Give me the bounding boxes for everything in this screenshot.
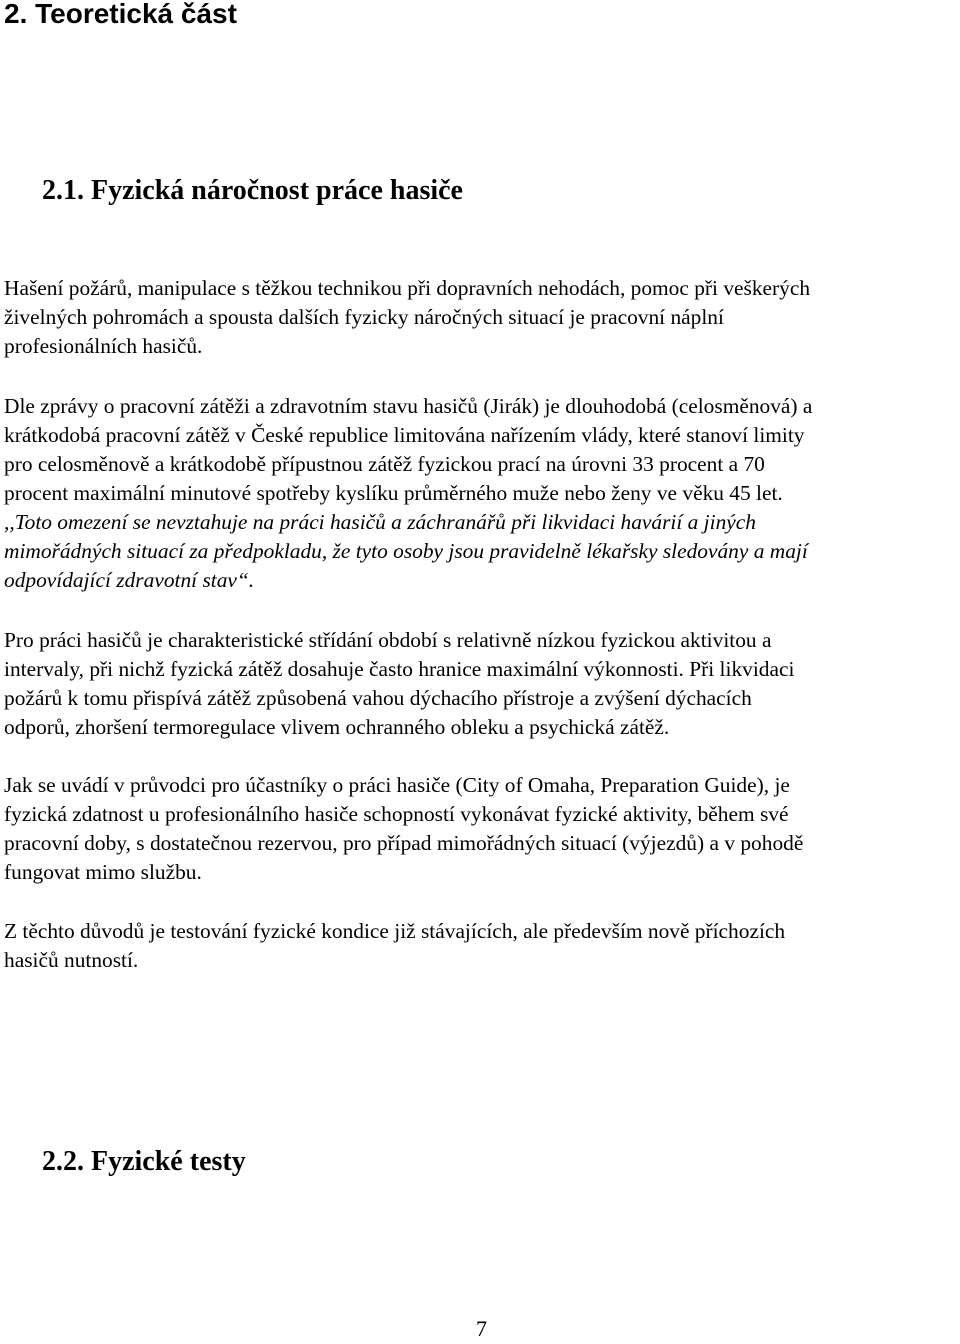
- paragraph-line: živelných pohromách a spousta dalších fyzicky náročných situací je pracovní náplní: [4, 305, 724, 329]
- quote-line: odpovídající zdravotní stav“.: [4, 568, 255, 592]
- paragraph-workload-limits: [4, 392, 960, 595]
- paragraph-fitness-definition: [4, 771, 960, 887]
- paragraph-line: Dle zprávy o pracovní zátěži a zdravotním stavu hasičů (Jirák) je dlouhodobá (celosměnová) a: [4, 394, 813, 418]
- paragraph-line: Z těchto důvodů je testování fyzické kondice již stávajících, ale především nově příchozích: [4, 919, 786, 943]
- paragraph-line: požárů k tomu přispívá zátěž způsobená vahou dýchacího přístroje a zvýšení dýchacích: [4, 686, 752, 710]
- paragraph-line: intervaly, při nichž fyzická zátěž dosahuje často hranice maximální výkonnosti. Při likvidaci: [4, 657, 795, 681]
- paragraph-line: profesionálních hasičů.: [4, 334, 203, 358]
- paragraph-line: pracovní doby, s dostatečnou rezervou, pro případ mimořádných situací (výjezdů) a v pohodě: [4, 831, 804, 855]
- paragraph-line: Hašení požárů, manipulace s těžkou technikou při dopravních nehodách, pomoc při veškerých: [4, 276, 811, 300]
- paragraph-line: krátkodobá pracovní zátěž v České republice limitována nařízením vlády, které stanoví limity: [4, 423, 805, 447]
- paragraph-line: odporů, zhoršení termoregulace vlivem ochranného obleku a psychická zátěž.: [4, 715, 670, 739]
- section-heading-physical-tests: 2.2. Fyzické testy: [42, 1146, 246, 1177]
- paragraph-firefighter-duties: [4, 274, 960, 361]
- paragraph-line: pro celosměnově a krátkodobě přípustnou zátěž fyzickou prací na úrovni 33 procent a 70: [4, 452, 765, 476]
- paragraph-line: hasičů nutností.: [4, 948, 139, 972]
- paragraph-line: Pro práci hasičů je charakteristické střídání období s relativně nízkou fyzickou aktivitou a: [4, 628, 772, 652]
- paragraph-line: procent maximální minutové spotřeby kyslíku průměrného muže nebo ženy ve věku 45 let.: [4, 481, 783, 505]
- paragraph-testing-necessity: [4, 917, 960, 975]
- paragraph-line: fungovat mimo službu.: [4, 860, 202, 884]
- page-number: 7: [476, 1316, 487, 1341]
- paragraph-activity-pattern: [4, 626, 960, 742]
- quote-line: ,,Toto omezení se nevztahuje na práci hasičů a záchranářů při likvidaci havárií a jiných: [4, 510, 756, 534]
- chapter-heading: 2. Teoretická část: [4, 0, 237, 29]
- quote-line: mimořádných situací za předpokladu, že tyto osoby jsou pravidelně lékařsky sledovány a mají: [4, 539, 808, 563]
- paragraph-line: fyzická zdatnost u profesionálního hasiče schopností vykonávat fyzické aktivity, během své: [4, 802, 789, 826]
- paragraph-line: Jak se uvádí v průvodci pro účastníky o práci hasiče (City of Omaha, Preparation Guide), je: [4, 773, 790, 797]
- section-heading-physical-demands: 2.1. Fyzická náročnost práce hasiče: [42, 175, 463, 206]
